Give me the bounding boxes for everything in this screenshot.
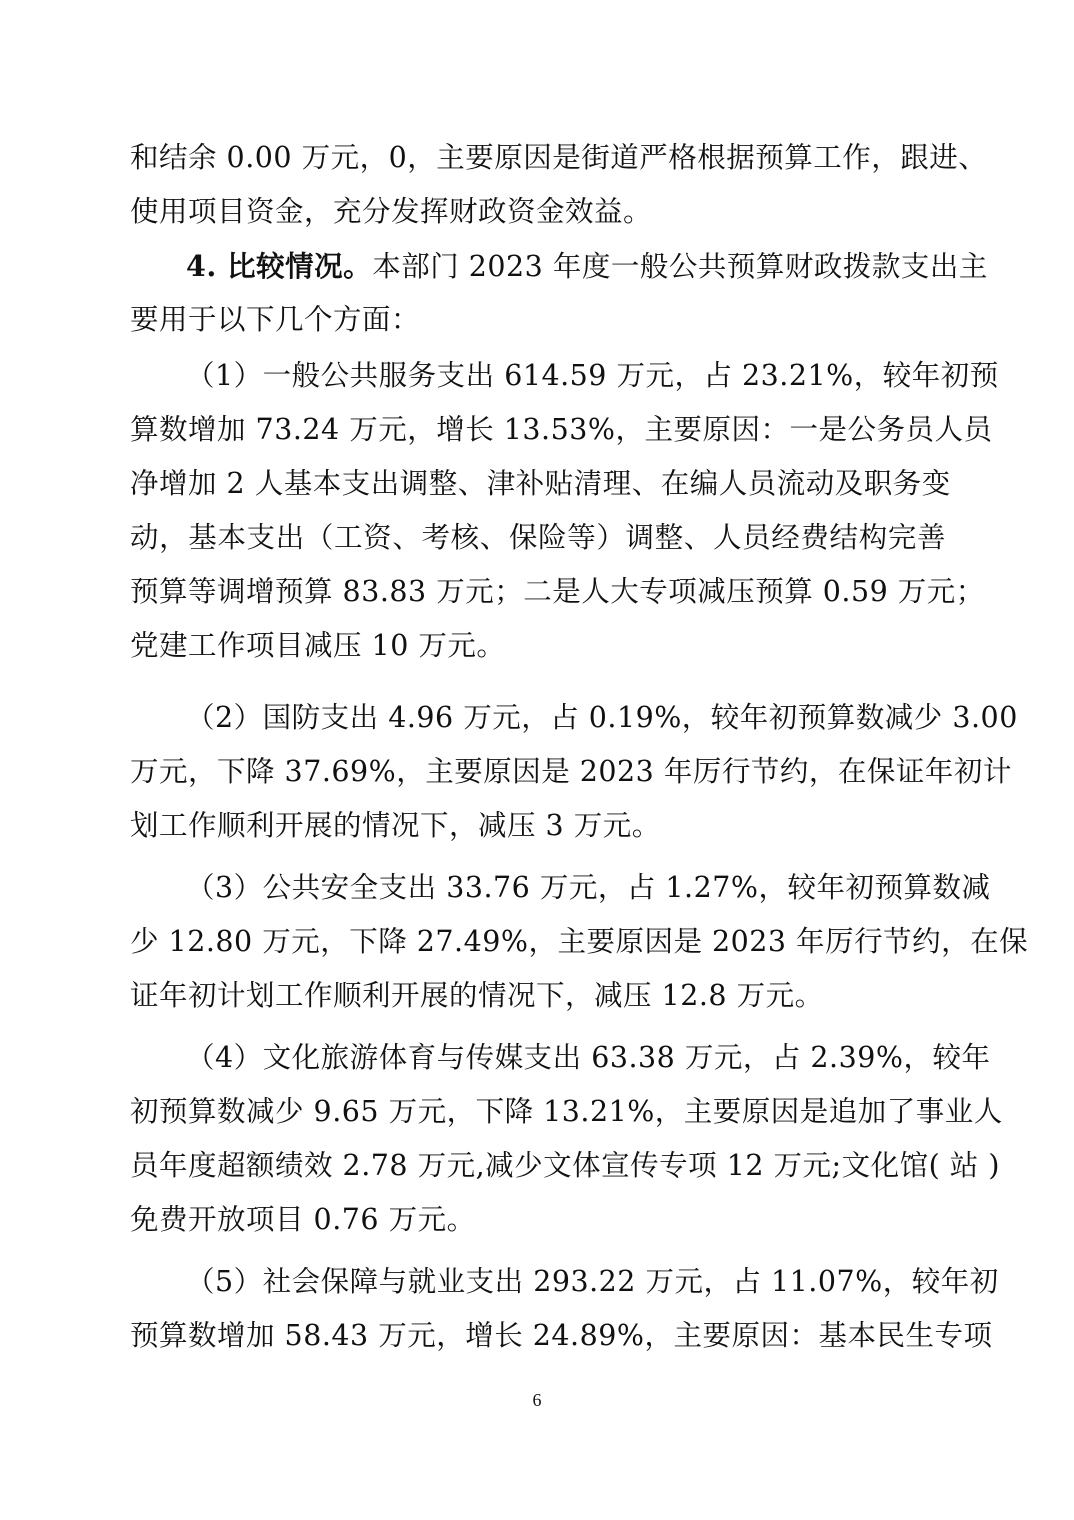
text-line: 算数增加 73.24 万元，增长 13.53%，主要原因：一是公务员人员	[130, 413, 993, 446]
text-line: 员年度超额绩效 2.78 万元,减少文体宣传专项 12 万元;文化馆( 站 )	[130, 1149, 1000, 1182]
paragraph-start-line: （1）一般公共服务支出 614.59 万元，占 23.21%，较年初预	[186, 359, 999, 392]
text-line: 要用于以下几个方面：	[130, 303, 421, 336]
text-line: 使用项目资金，充分发挥财政资金效益。	[130, 195, 653, 228]
text-line: 动，基本支出（工资、考核、保险等）调整、人员经费结构完善	[130, 521, 946, 554]
paragraph-start-line: （4）文化旅游体育与传媒支出 63.38 万元，占 2.39%，较年	[186, 1041, 991, 1074]
text-line: 净增加 2 人基本支出调整、津补贴清理、在编人员流动及职务变	[130, 467, 951, 500]
text-line: 少 12.80 万元，下降 27.49%，主要原因是 2023 年厉行节约，在保	[130, 925, 1029, 958]
paragraph-start-line: （5）社会保障与就业支出 293.22 万元，占 11.07%，较年初	[186, 1265, 999, 1298]
section-heading-line	[186, 246, 988, 287]
page-number: 6	[532, 1390, 542, 1410]
text-line: 预算等调增预算 83.83 万元；二是人大专项减压预算 0.59 万元；	[130, 575, 985, 608]
section-heading-text: 本部门 2023 年度一般公共预算财政拨款支出主	[372, 250, 988, 283]
text-line: 免费开放项目 0.76 万元。	[130, 1203, 476, 1236]
text-line: 划工作顺利开展的情况下，减压 3 万元。	[130, 809, 661, 842]
text-line: 和结余 0.00 万元，0，主要原因是街道严格根据预算工作，跟进、	[130, 141, 988, 174]
text-line: 证年初计划工作顺利开展的情况下，减压 12.8 万元。	[130, 979, 824, 1012]
text-line: 万元，下降 37.69%，主要原因是 2023 年厉行节约，在保证年初计	[130, 755, 1012, 788]
section-heading: 4. 比较情况。	[186, 249, 373, 283]
text-line: 党建工作项目减压 10 万元。	[130, 629, 506, 662]
paragraph-start-line: （2）国防支出 4.96 万元，占 0.19%，较年初预算数减少 3.00	[186, 701, 1018, 734]
text-line: 初预算数减少 9.65 万元，下降 13.21%，主要原因是追加了事业人	[130, 1095, 1003, 1128]
paragraph-start-line: （3）公共安全支出 33.76 万元，占 1.27%，较年初预算数减	[186, 871, 991, 904]
text-line: 预算数增加 58.43 万元，增长 24.89%，主要原因：基本民生专项	[130, 1319, 993, 1352]
